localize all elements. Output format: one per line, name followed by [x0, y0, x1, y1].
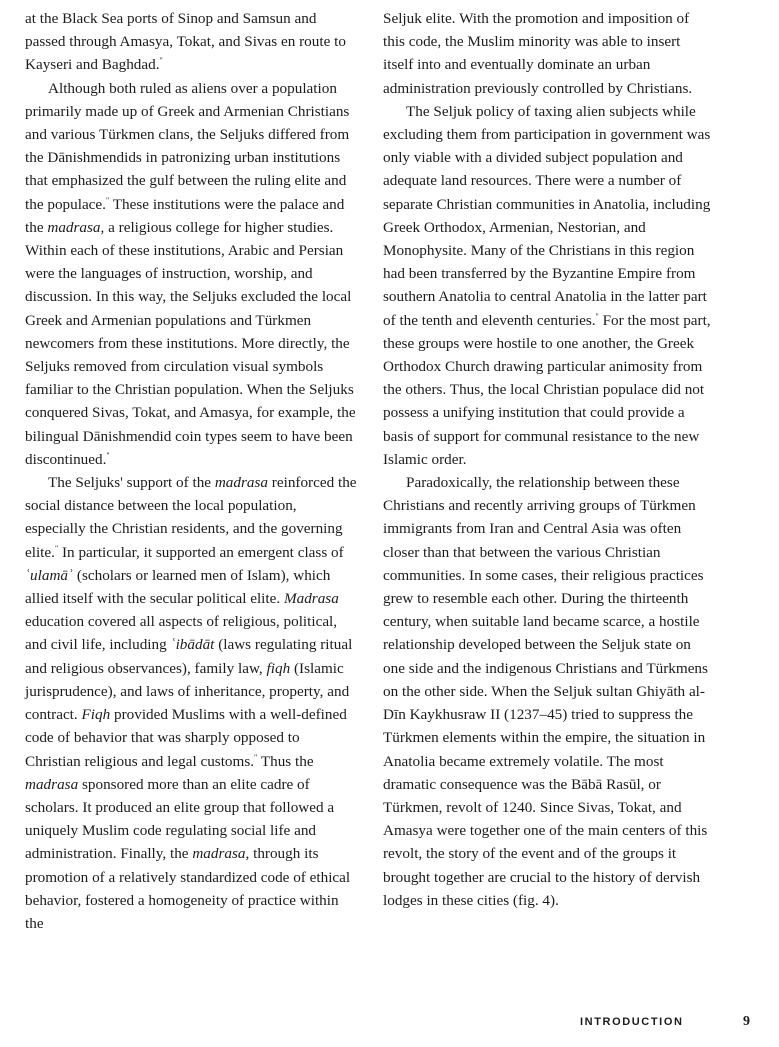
italic-term: Fiqh [81, 706, 111, 724]
text-run: (laws regulating ritual and religious observances), family law, [25, 636, 353, 677]
paragraph-right-3: Paradoxically, the relationship between these Christians and recently arriving groups of Türkmen immigrants from Iran and Central Asia was often closer than that between the various Christian communities. In some cases, their religious practices grew to resemble each other. During the thirteenth century, when suitable land became scarce, a hostile relationship developed between the Seljuk state on one side and the indigenous Christians and Türkmens on the other side. When the Seljuk sultan Ghiyāth al-Dīn Kaykhusraw II (1237–45) tried to suppress the Türkmen elements within the empire, the situation in Anatolia became extremely volatile. The most dramatic consequence was the Bābā Rasūl, or Türkmen, revolt of 1240. Since Sivas, Tokat, and Amasya were together one of the main centers of this revolt, the story of the event and of the groups it brought together are crucial to the history of dervish lodges in these cities (fig. 4). [383, 474, 708, 909]
footnote-marker: " [595, 311, 599, 321]
footnote-marker: " [106, 450, 110, 460]
italic-term: madrasa [192, 845, 246, 863]
italic-term: madrasa [25, 775, 79, 793]
paragraph-left-1 [25, 7, 357, 77]
paragraph-right-1: Seljuk elite. With the promotion and imposition of this code, the Muslim minority was able to insert itself into and eventually dominate an urban administration previously controlled by Christians. [383, 10, 693, 97]
text-run: Thus the [257, 752, 314, 770]
italic-term: Madrasa [283, 590, 339, 608]
text-run: (scholars or learned men of Islam), which allied itself with the secular political elite. [25, 566, 331, 608]
paragraph-right-2 [383, 100, 711, 471]
paragraph-left-2 [25, 77, 357, 471]
italic-term: fiqh [266, 659, 291, 677]
text-run: reinforced the social distance between the local population, especially the Christian residents, and the governing elite. [25, 474, 357, 561]
footnote-marker: " [54, 543, 59, 553]
text-run: , through its promotion of a relatively standardized code of ethical behavior, fostered a homogeneity of practice within the [25, 845, 351, 932]
italic-term: ʿibādāt [170, 636, 215, 654]
italic-term: madrasa [47, 218, 101, 236]
text-run: (Islamic jurisprudence), and laws of inheritance, property, and contract. [25, 659, 350, 724]
footnote-marker: " [159, 56, 163, 66]
text-run: For the most part, these groups were hostile to one another, the Greek Orthodox Church drawing particular animosity from the others. Thus, the local Christian populace did not possess a unifying institution that could provide a basis of support for communal resistance to the new Islamic order. [383, 311, 711, 468]
footnote-marker: " [105, 195, 110, 205]
text-run: Although both ruled as aliens over a population primarily made up of Greek and Armenian Christians and various Türkmen clans, the Seljuks differed from the Dānishmendids in patronizing urban institutions that emphasized the gulf between the ruling elite and the populace. [25, 79, 350, 213]
right-column [383, 7, 711, 912]
left-column [25, 7, 357, 935]
text-run: The Seljuk policy of taxing alien subjects while excluding them from participation in government was only viable with a divided subject population and adequate land resources. There were a number of separate Christian communities in Anatolia, including Greek Orthodox, Armenian, Nestorian, and Monophysite. Many of the Christians in this region had been transferred by the Byzantine Empire from southern Anatolia to central Anatolia in the latter part of the tenth and eleventh centuries. [383, 102, 711, 329]
text-run: at the Black Sea ports of Sinop and Samsun and passed through Amasya, Tokat, and Sivas en route to Kayseri and Baghdad. [25, 10, 346, 74]
italic-term: ʿulamāʾ [25, 566, 74, 584]
text-run: provided Muslims with a well-defined code of behavior that was sharply opposed to Christian religious and legal customs. [25, 706, 347, 770]
text-run: sponsored more than an elite cadre of scholars. It produced an elite group that followed a uniquely Muslim code regulating social life and administration. Finally, the [25, 775, 335, 863]
text-run: In particular, it supported an emergent class of [58, 543, 344, 561]
running-footer: INTRODUCTION [580, 1016, 684, 1028]
paragraph-left-3 [25, 471, 357, 935]
text-run: The Seljuks' support of the [48, 474, 215, 492]
page-number: 9 [743, 1014, 750, 1029]
italic-term: madrasa [214, 474, 268, 492]
text-run: These institutions were the palace and the [25, 195, 345, 236]
text-run: , a religious college for higher studies. Within each of these institutions, Arabic and Persian were the languages of instruction, worship, and discussion. In this way, the Seljuks excluded the local Greek and Armenian populations and Türkmen newcomers from these institutions. More directly, the Seljuks removed from circulation visual symbols familiar to the Christian population. When the Seljuks conquered Sivas, Tokat, and Amasya, for example, the bilingual Dānishmendid coin types seem to have been discontinued. [25, 218, 356, 468]
text-run: education covered all aspects of religious, political, and civil life, including [25, 613, 338, 654]
footnote-marker: " [254, 752, 258, 762]
